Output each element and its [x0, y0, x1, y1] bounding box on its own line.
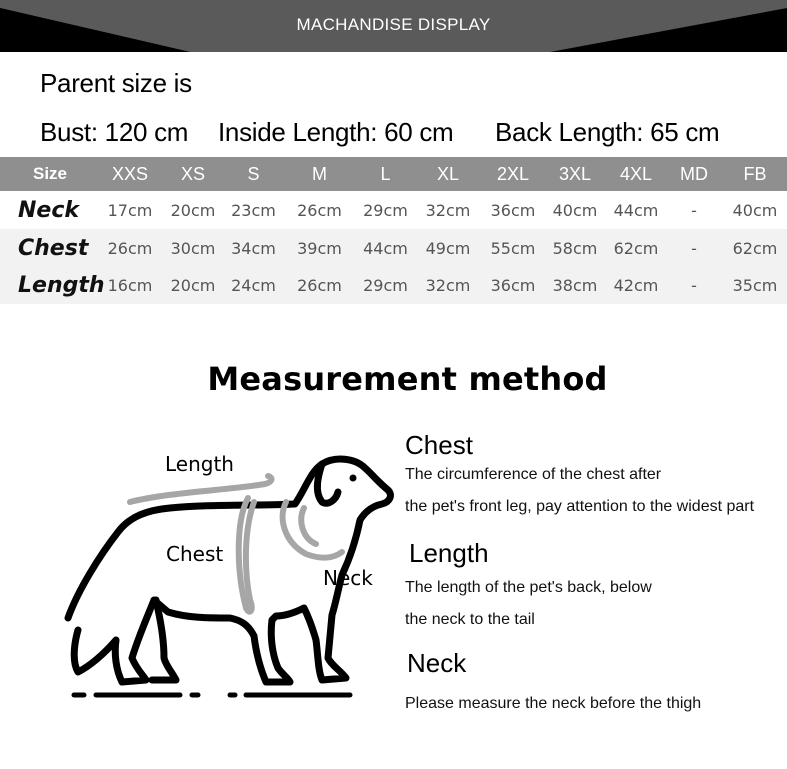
- table-header-cell: S: [226, 157, 281, 191]
- diagram-label-neck: Neck: [323, 566, 373, 590]
- table-cell: 42cm: [607, 267, 665, 304]
- table-cell: 26cm: [281, 191, 358, 229]
- back-length-value: Back Length: 65 cm: [495, 117, 720, 147]
- neck-description: [405, 648, 701, 713]
- header-banner: [0, 0, 787, 52]
- table-cell: 58cm: [543, 229, 607, 267]
- table-row: [0, 229, 787, 267]
- table-cell: 40cm: [723, 191, 787, 229]
- table-cell: 36cm: [483, 191, 543, 229]
- table-header-cell: Size: [0, 157, 100, 191]
- table-header-cell: 2XL: [483, 157, 543, 191]
- table-cell: 30cm: [160, 229, 226, 267]
- measurement-method-title: Measurement method: [207, 360, 608, 398]
- row-label-neck: Neck: [0, 191, 100, 229]
- table-cell: 55cm: [483, 229, 543, 267]
- inside-length-value: Inside Length: 60 cm: [218, 117, 454, 147]
- table-header-row: [0, 157, 787, 191]
- bust-value: Bust: 120 cm: [40, 117, 189, 147]
- table-cell: 29cm: [358, 191, 413, 229]
- parent-size-heading: Parent size is: [40, 68, 192, 98]
- table-header-cell: XXS: [100, 157, 160, 191]
- banner-title: MACHANDISE DISPLAY: [296, 15, 491, 34]
- table-cell: 26cm: [100, 229, 160, 267]
- table-row: [0, 267, 787, 304]
- neck-heading: Neck: [407, 648, 467, 678]
- length-text-line: The length of the pet's back, below: [405, 579, 652, 596]
- chest-heading: Chest: [405, 430, 473, 460]
- table-header-cell: FB: [723, 157, 787, 191]
- table-cell: 32cm: [413, 191, 483, 229]
- neck-measure-ring: [283, 502, 342, 558]
- table-cell: 23cm: [226, 191, 281, 229]
- table-header-cell: 4XL: [607, 157, 665, 191]
- table-cell: 44cm: [358, 229, 413, 267]
- table-cell: 62cm: [607, 229, 665, 267]
- table-cell: 26cm: [281, 267, 358, 304]
- table-cell: 39cm: [281, 229, 358, 267]
- diagram-label-length: Length: [165, 452, 234, 476]
- table-cell: 32cm: [413, 267, 483, 304]
- chest-measure-ring: [239, 498, 254, 612]
- table-cell: 35cm: [723, 267, 787, 304]
- table-cell: 20cm: [160, 191, 226, 229]
- table-header-cell: XS: [160, 157, 226, 191]
- size-table: [0, 157, 787, 304]
- table-cell: 29cm: [358, 267, 413, 304]
- dog-eye-icon: [350, 475, 357, 482]
- table-cell: 16cm: [100, 267, 160, 304]
- chest-description: [405, 430, 754, 516]
- length-text-line: the neck to the tail: [405, 611, 535, 628]
- table-header-cell: M: [281, 157, 358, 191]
- table-cell: 38cm: [543, 267, 607, 304]
- table-cell: -: [665, 229, 723, 267]
- table-cell: -: [665, 267, 723, 304]
- table-cell: 17cm: [100, 191, 160, 229]
- table-cell: 62cm: [723, 229, 787, 267]
- diagram-label-chest: Chest: [166, 542, 224, 566]
- table-cell: 40cm: [543, 191, 607, 229]
- table-header-cell: 3XL: [543, 157, 607, 191]
- length-description: [405, 538, 652, 629]
- chest-text-line: The circumference of the chest after: [405, 466, 662, 483]
- table-header-cell: L: [358, 157, 413, 191]
- table-cell: -: [665, 191, 723, 229]
- row-label-chest: Chest: [0, 229, 100, 267]
- table-cell: 34cm: [226, 229, 281, 267]
- table-cell: 49cm: [413, 229, 483, 267]
- length-heading: Length: [409, 538, 489, 568]
- table-cell: 36cm: [483, 267, 543, 304]
- table-cell: 44cm: [607, 191, 665, 229]
- table-cell: 20cm: [160, 267, 226, 304]
- neck-text-line: Please measure the neck before the thigh: [405, 695, 702, 712]
- table-header-cell: MD: [665, 157, 723, 191]
- table-cell: 24cm: [226, 267, 281, 304]
- row-label-length: Length: [0, 267, 100, 304]
- chest-text-line: the pet's front leg, pay attention to the widest part: [405, 498, 755, 515]
- table-row: [0, 191, 787, 229]
- table-header-cell: XL: [413, 157, 483, 191]
- neck-measure-ring-inner: [301, 508, 316, 544]
